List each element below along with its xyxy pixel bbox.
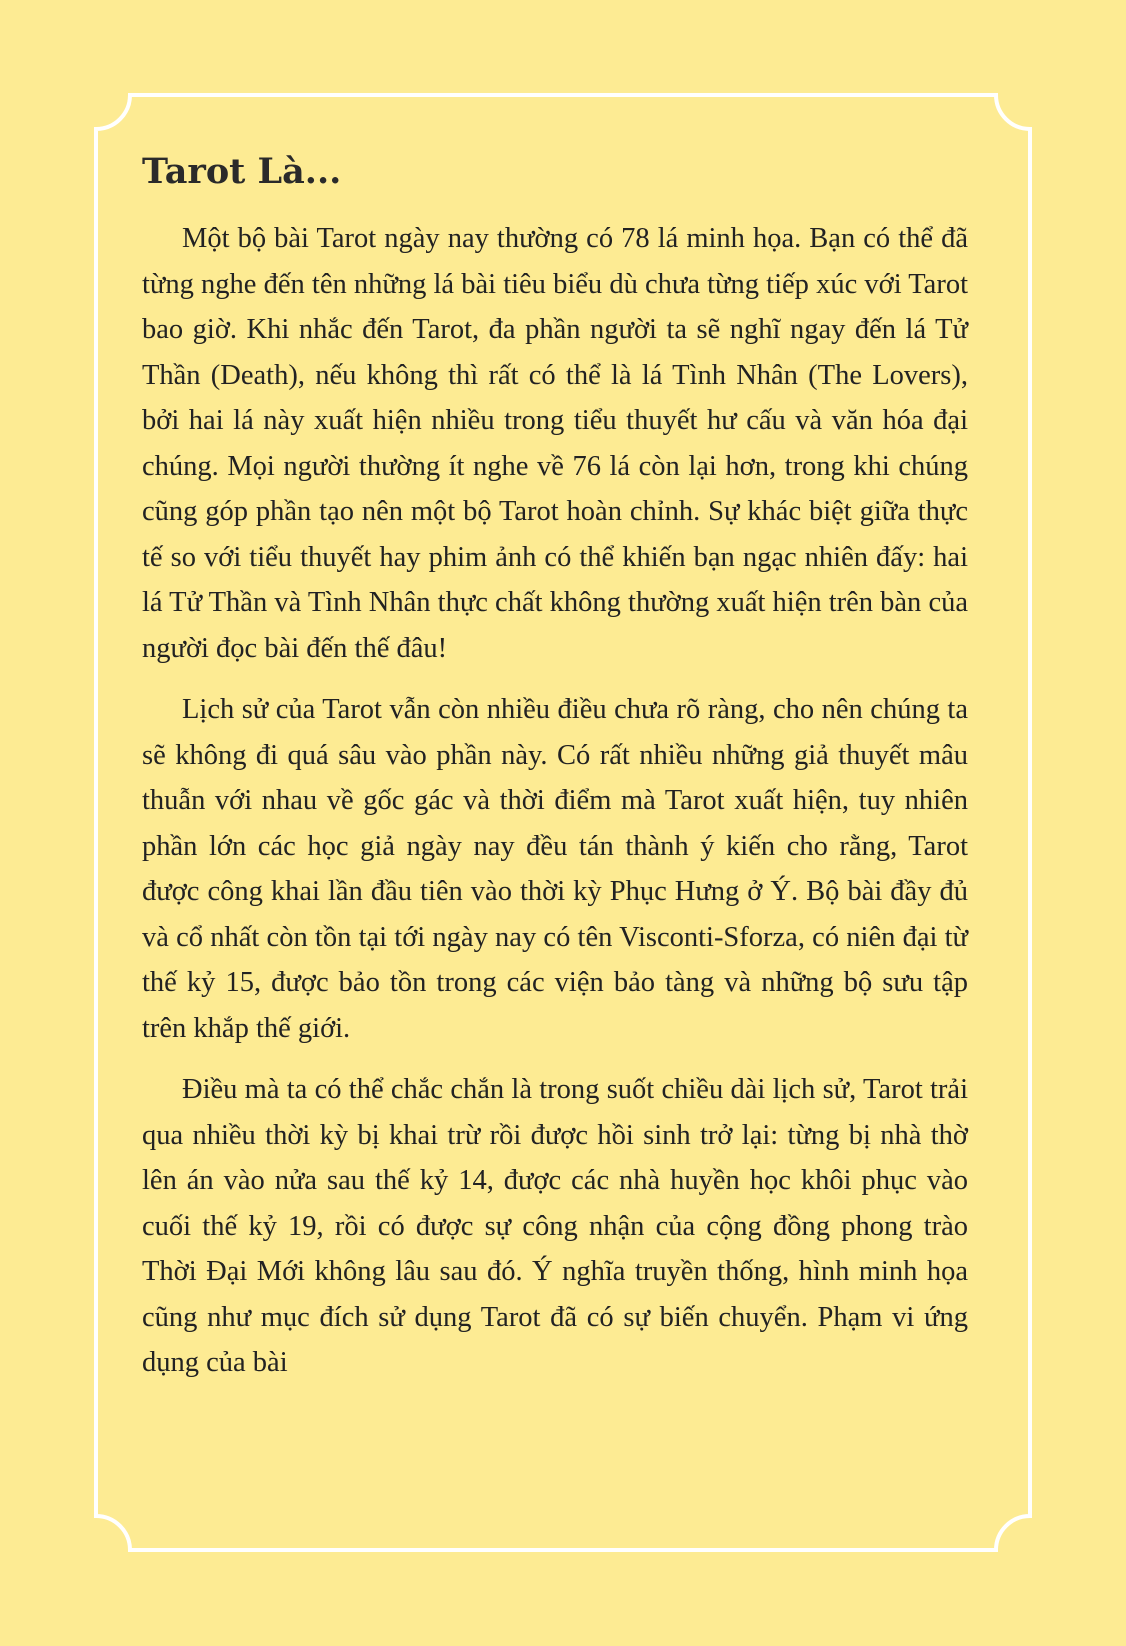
paragraph-3: Điều mà ta có thể chắc chắn là trong suốt chiều dài lịch sử, Tarot trải qua nhiều thời kỳ bị khai trừ rồi được hồi sinh trở lại: từng bị nhà thờ lên án vào nửa sau thế kỷ 14, được các nhà huyền học khôi phục vào cuối thế kỷ 19, rồi có được sự công nhận của cộng đồng phong trào Thời Đại Mới không lâu sau đó. Ý nghĩa truyền thống, hình minh họa cũng như mục đích sử dụng Tarot đã có sự biến chuyển. Phạm vi ứng dụng của bài [142, 1074, 968, 1378]
paragraph-1: Một bộ bài Tarot ngày nay thường có 78 lá minh họa. Bạn có thể đã từng nghe đến tên những lá bài tiêu biểu dù chưa từng tiếp xúc với Tarot bao giờ. Khi nhắc đến Tarot, đa phần người ta sẽ nghĩ ngay đến lá Tử Thần (Death), nếu không thì rất có thể là lá Tình Nhân (The Lovers), bởi hai lá này xuất hiện nhiều trong tiểu thuyết hư cấu và văn hóa đại chúng. Mọi người thường ít nghe về 76 lá còn lại hơn, trong khi chúng cũng góp phần tạo nên một bộ Tarot hoàn chỉnh. Sự khác biệt giữa thực tế so với tiểu thuyết hay phim ảnh có thể khiến bạn ngạc nhiên đấy: hai lá Tử Thần và Tình Nhân thực chất không thường xuất hiện trên bàn của người đọc bài đến thế đâu! [142, 223, 968, 664]
page-title: Tarot Là... [142, 151, 342, 192]
page-content [142, 150, 968, 1402]
paragraph-2: Lịch sử của Tarot vẫn còn nhiều điều chưa rõ ràng, cho nên chúng ta sẽ không đi quá sâu vào phần này. Có rất nhiều những giả thuyết mâu thuẫn với nhau về gốc gác và thời điểm mà Tarot xuất hiện, tuy nhiên phần lớn các học giả ngày nay đều tán thành ý kiến cho rằng, Tarot được công khai lần đầu tiên vào thời kỳ Phục Hưng ở Ý. Bộ bài đầy đủ và cổ nhất còn tồn tại tới ngày nay có tên Visconti-Sforza, có niên đại từ thế kỷ 15, được bảo tồn trong các viện bảo tàng và những bộ sưu tập trên khắp thế giới. [142, 694, 968, 1044]
